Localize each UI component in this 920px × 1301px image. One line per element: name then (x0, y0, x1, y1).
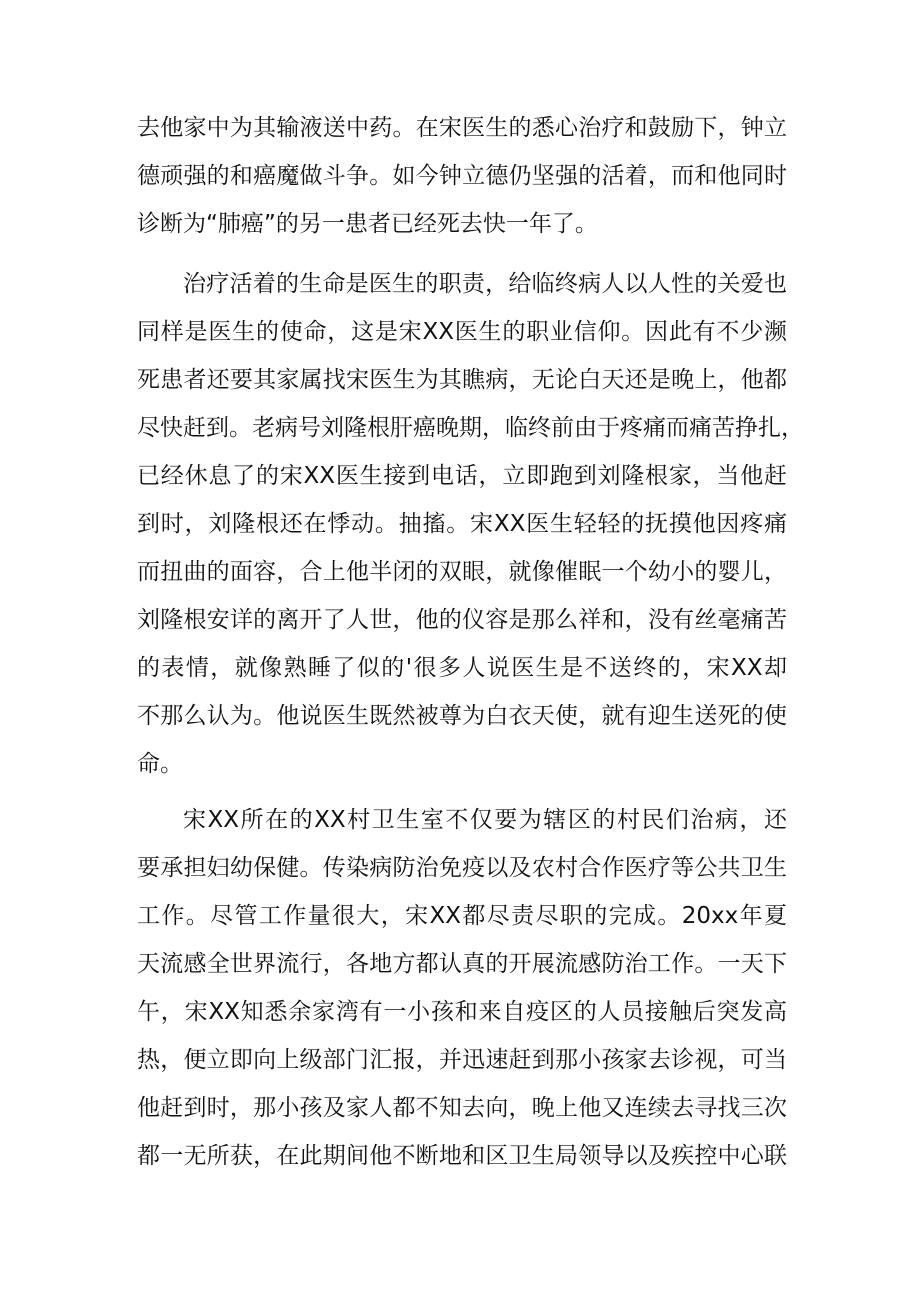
text-line: 尽快赶到。老病号刘隆根肝癌晚期，临终前由于疼痛而痛苦挣扎， (137, 415, 804, 441)
paragraph-first-line: 治疗活着的生命是医生的职责，给临终病人以人性的关爱也 (183, 271, 787, 297)
text-line: 去他家中为其输液送中药。在宋医生的悉心治疗和鼓励下，钟立 (137, 115, 787, 141)
text-line: 的表情，就像熟睡了似的'很多人说医生是不送终的，宋XX却 (137, 655, 787, 681)
text-line: 死患者还要其家属找宋医生为其瞧病，无论白天还是晚上，他都 (137, 367, 787, 393)
text-line: 命。 (137, 751, 183, 777)
text-line: 同样是医生的使命，这是宋XX医生的职业信仰。因此有不少濒 (137, 319, 787, 345)
text-line: 午，宋XX知悉余家湾有一小孩和来自疫区的人员接触后突发高 (137, 999, 787, 1025)
text-line: 热，便立即向上级部门汇报，并迅速赶到那小孩家去诊视，可当 (137, 1047, 787, 1073)
text-line: 工作。尽管工作量很大，宋XX都尽责尽职的完成。20xx年夏 (137, 903, 787, 929)
text-line: 他赶到时，那小孩及家人都不知去向，晚上他又连续去寻找三次 (137, 1095, 787, 1121)
text-line: 不那么认为。他说医生既然被尊为白衣天使，就有迎生送死的使 (137, 703, 787, 729)
text-line: 已经休息了的宋XX医生接到电话，立即跑到刘隆根家，当他赶 (137, 463, 787, 489)
text-line: 而扭曲的面容，合上他半闭的双眼，就像催眠一个幼小的婴儿， (137, 559, 787, 585)
text-line: 德顽强的和癌魔做斗争。如今钟立德仍坚强的活着，而和他同时 (137, 163, 787, 189)
text-line: 天流感全世界流行，各地方都认真的开展流感防治工作。一天下 (137, 951, 787, 977)
text-line: 刘隆根安详的离开了人世，他的仪容是那么祥和，没有丝毫痛苦 (137, 607, 787, 633)
paragraph-first-line: 宋XX所在的XX村卫生室不仅要为辖区的村民们治病，还 (183, 807, 787, 833)
text-line: 要承担妇幼保健。传染病防治免疫以及农村合作医疗等公共卫生 (137, 855, 787, 881)
text-line: 到时，刘隆根还在悸动。抽搐。宋XX医生轻轻的抚摸他因疼痛 (137, 511, 787, 537)
text-line: 都一无所获，在此期间他不断地和区卫生局领导以及疾控中心联 (137, 1143, 787, 1169)
text-line: 诊断为“肺癌”的另一患者已经死去快一年了。 (137, 211, 598, 237)
